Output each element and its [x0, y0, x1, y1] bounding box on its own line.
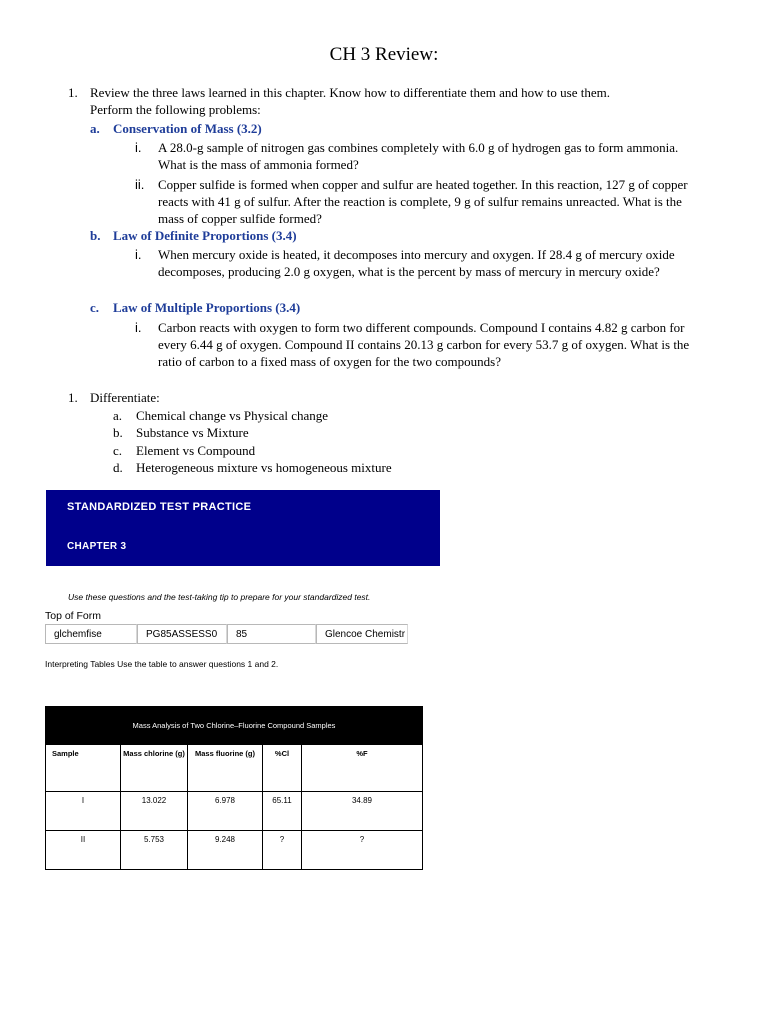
q2-c-letter: c. — [113, 443, 123, 458]
table-cell: ? — [263, 831, 302, 870]
form-field-2[interactable]: PG85ASSESS0 — [137, 624, 227, 644]
header-percent-f: %F — [302, 745, 423, 792]
item-line: Carbon reacts with oxygen to form two different compounds. Compound I contains 4.82 g carbon for — [158, 320, 685, 335]
q1-text-line2: Perform the following problems: — [90, 102, 261, 117]
item-line: mass of copper sulfide formed? — [158, 211, 322, 226]
instruction-text: Use these questions and the test-taking tip to prepare for your standardized test. — [68, 592, 371, 602]
item-line: reacts with 41 g of sulfur. After the reaction is complete, 9 g of sulfur remains unreacted. What is the — [158, 194, 682, 209]
table-cell: ? — [302, 831, 423, 870]
top-of-form-label: Top of Form — [45, 610, 102, 622]
header-percent-cl: %Cl — [263, 745, 302, 792]
table-cell: 13.022 — [121, 792, 188, 831]
q2-number: 1. — [68, 390, 78, 405]
table-cell: 9.248 — [188, 831, 263, 870]
section-a-heading: Conservation of Mass (3.2) — [113, 121, 262, 136]
item-line: every 6.44 g of oxygen. Compound II contains 20.13 g carbon for every 53.7 g of oxygen. What is the — [158, 337, 690, 352]
item-c-i-text — [158, 319, 689, 370]
item-line: decomposes, producing 2.0 g oxygen, what is the percent by mass of mercury in mercury oxide? — [158, 264, 660, 279]
table-cell: I — [46, 792, 121, 831]
table-row — [46, 792, 423, 831]
item-b-i-numeral: i. — [135, 247, 142, 262]
q2-a-letter: a. — [113, 408, 123, 423]
q2-d-text: Heterogeneous mixture vs homogeneous mixture — [136, 460, 392, 475]
table-header-row — [46, 745, 423, 792]
table-row — [46, 831, 423, 870]
standardized-test-banner — [46, 490, 440, 566]
item-a-i-text — [158, 139, 678, 173]
item-a-i-numeral: i. — [135, 140, 142, 155]
table-cell: 34.89 — [302, 792, 423, 831]
item-line: Copper sulfide is formed when copper and sulfur are heated together. In this reaction, 127 g of copper — [158, 177, 688, 192]
item-c-i-numeral: i. — [135, 320, 142, 335]
section-a-letter: a. — [90, 121, 100, 136]
q1-number: 1. — [68, 85, 78, 100]
interpreting-tables-text: Interpreting Tables Use the table to answer questions 1 and 2. — [45, 659, 279, 669]
q2-a-text: Chemical change vs Physical change — [136, 408, 329, 423]
item-line: When mercury oxide is heated, it decomposes into mercury and oxygen. If 28.4 g of mercury oxide — [158, 247, 675, 262]
q2-b-letter: b. — [113, 425, 123, 440]
banner-chapter: CHAPTER 3 — [67, 541, 127, 552]
item-a-ii-numeral: ii. — [135, 177, 145, 192]
q2-text: Differentiate: — [90, 390, 160, 405]
q2-d-letter: d. — [113, 460, 123, 475]
table-cell: II — [46, 831, 121, 870]
header-mass-fluorine: Mass fluorine (g) — [188, 745, 263, 792]
table-cell: 65.11 — [263, 792, 302, 831]
item-line: What is the mass of ammonia formed? — [158, 157, 359, 172]
section-c-heading: Law of Multiple Proportions (3.4) — [113, 300, 301, 315]
q1-text-line1: Review the three laws learned in this chapter. Know how to differentiate them and how to use them. — [90, 85, 610, 100]
section-b-letter: b. — [90, 228, 101, 243]
form-field-1[interactable]: glchemfise — [45, 624, 137, 644]
form-field-4[interactable]: Glencoe Chemistr — [316, 624, 408, 644]
q2-b-text: Substance vs Mixture — [136, 425, 249, 440]
page-title: CH 3 Review: — [329, 44, 439, 65]
item-line: ratio of carbon to a fixed mass of oxygen for the two compounds? — [158, 354, 501, 369]
q1-text — [90, 84, 610, 118]
table-cell: 6.978 — [188, 792, 263, 831]
header-mass-chlorine: Mass chlorine (g) — [121, 745, 188, 792]
item-b-i-text — [158, 246, 675, 280]
header-sample: Sample — [46, 745, 121, 792]
table-cell: 5.753 — [121, 831, 188, 870]
banner-title: STANDARDIZED TEST PRACTICE — [67, 501, 252, 513]
table-caption: Mass Analysis of Two Chlorine–Fluorine Compound Samples — [46, 707, 423, 745]
form-field-3[interactable]: 85 — [227, 624, 316, 644]
section-b-heading: Law of Definite Proportions (3.4) — [113, 228, 297, 243]
q2-c-text: Element vs Compound — [136, 443, 256, 458]
item-line: A 28.0-g sample of nitrogen gas combines completely with 6.0 g of hydrogen gas to form ammonia. — [158, 140, 679, 155]
item-a-ii-text — [158, 176, 688, 227]
section-c-letter: c. — [90, 300, 100, 315]
mass-analysis-table — [45, 706, 423, 870]
